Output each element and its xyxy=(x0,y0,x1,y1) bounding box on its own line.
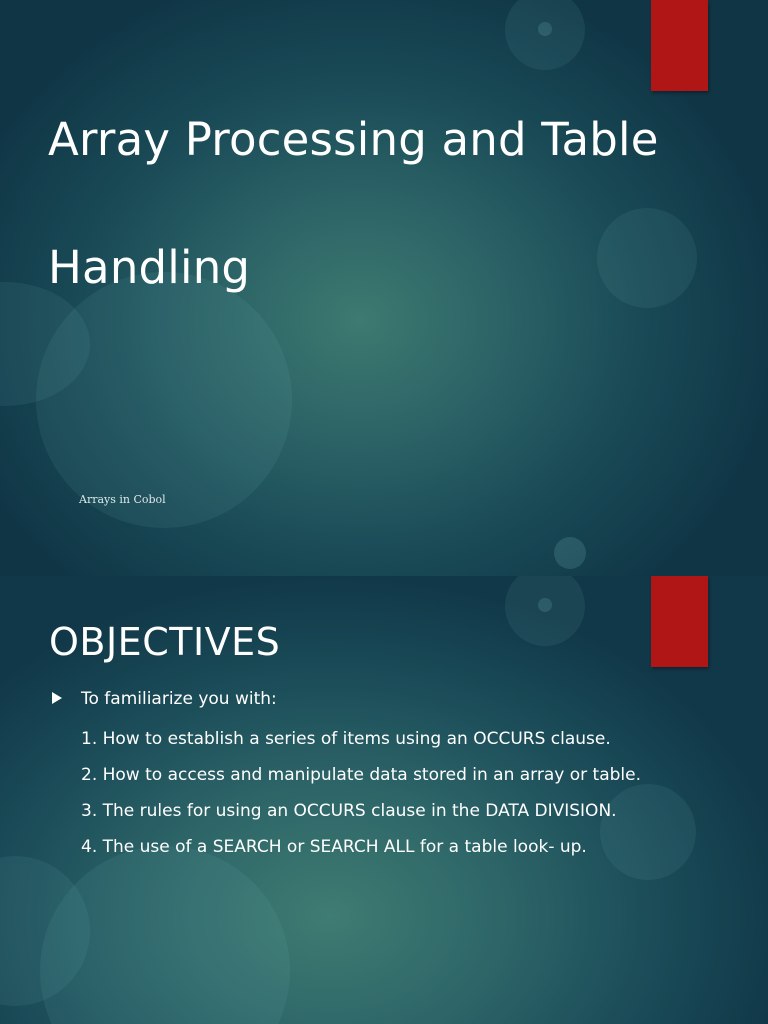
list-item: 3. The rules for using an OCCURS clause in the DATA DIVISION. xyxy=(81,801,617,821)
decorative-dot-top xyxy=(538,22,552,36)
decorative-circle-large xyxy=(40,846,290,1024)
bullet-intro-text: To familiarize you with: xyxy=(81,689,277,709)
triangle-bullet-icon xyxy=(52,692,62,704)
objectives-slide xyxy=(0,576,768,1024)
list-item: 4. The use of a SEARCH or SEARCH ALL for a table look- up. xyxy=(81,837,587,857)
slide-subtitle: Arrays in Cobol xyxy=(79,493,166,506)
red-accent-tab xyxy=(651,576,708,667)
decorative-dot-bottom xyxy=(554,537,586,569)
list-item: 2. How to access and manipulate data stored in an array or table. xyxy=(81,765,641,785)
list-item: 1. How to establish a series of items using an OCCURS clause. xyxy=(81,729,611,749)
slide-heading: OBJECTIVES xyxy=(49,620,281,664)
objectives-list xyxy=(81,726,741,870)
decorative-dot-top xyxy=(538,598,552,612)
slide-title: Array Processing and Table Handling xyxy=(48,113,659,294)
